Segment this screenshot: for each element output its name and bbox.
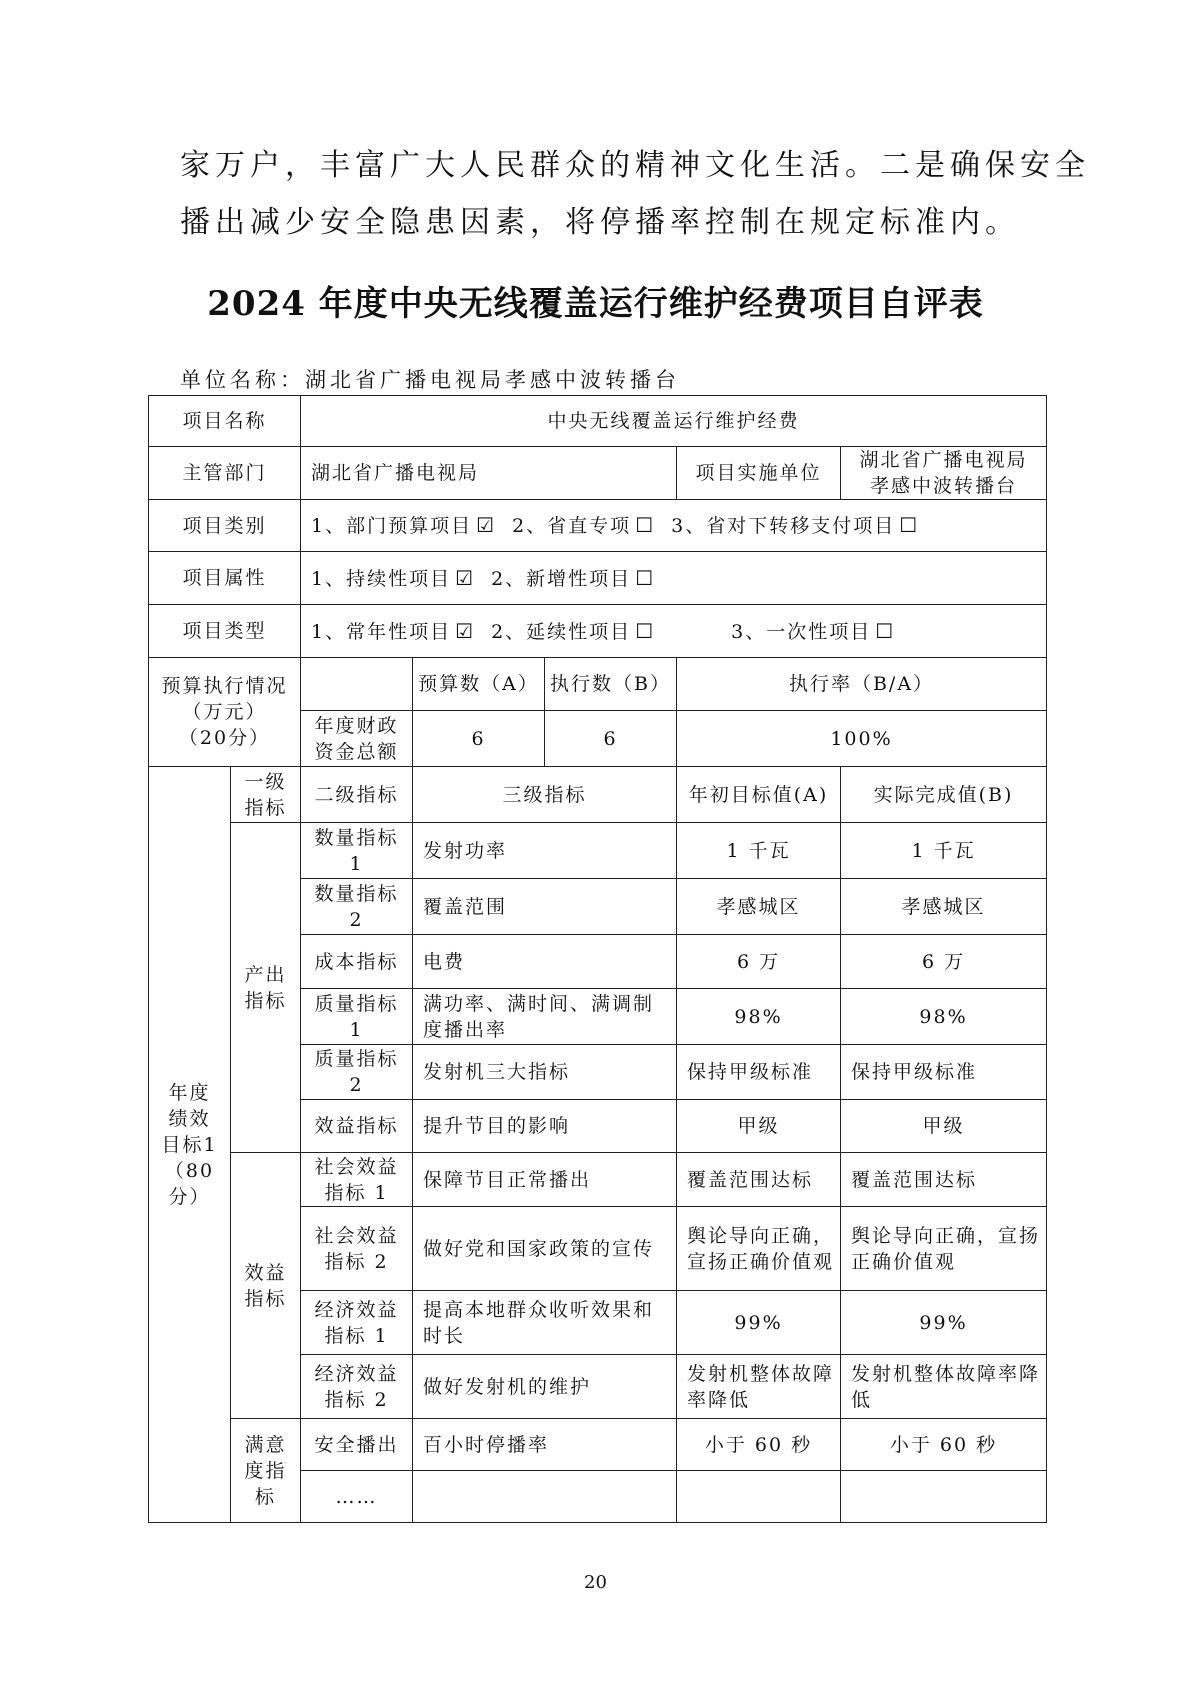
table-row: [149, 500, 1047, 552]
actual-cell: 覆盖范围达标: [841, 1153, 1047, 1207]
level3-cell: 保障节目正常播出: [413, 1153, 677, 1207]
header-level3: 三级指标: [413, 767, 677, 823]
actual-cell: 小于 60 秒: [841, 1419, 1047, 1471]
group-benefit-line-1: 效益: [244, 1261, 287, 1284]
attribute-option-2: 2、新增性项目: [491, 567, 632, 590]
project-name-value: 中央无线覆盖运行维护经费: [301, 396, 1047, 447]
level2-text-2: 1: [349, 852, 364, 875]
level2-text-2: 指标 1: [324, 1324, 389, 1347]
target-cell: 孝感城区: [677, 879, 841, 935]
budget-col-rate: 执行率（B/A）: [677, 658, 1047, 711]
level2-text: 经济效益: [314, 1298, 399, 1321]
group-satisfaction-line-3: 标: [255, 1485, 277, 1508]
paragraph-line-2: 播出减少安全隐患因素，将停播率控制在规定标准内。: [180, 205, 1020, 240]
level2-text: 质量指标: [314, 1048, 399, 1070]
level2-cell: 效益指标: [301, 1100, 413, 1153]
actual-cell: 甲级: [841, 1100, 1047, 1153]
type-label: 项目类型: [149, 605, 301, 658]
checkbox-checked-icon: ☑: [455, 618, 476, 643]
budget-b-value: 6: [545, 711, 677, 767]
level2-text-2: 指标 1: [324, 1181, 389, 1204]
table-row: [149, 658, 1047, 711]
level3-cell: 覆盖范围: [413, 879, 677, 935]
attribute-label: 项目属性: [149, 552, 301, 605]
level2-cell: [301, 1355, 413, 1419]
checkbox-checked-icon: ☑: [476, 513, 497, 537]
target-cell: 99%: [677, 1291, 841, 1355]
paragraph-line-1: 家万户，丰富广大人民群众的精神文化生活。二是确保安全: [180, 148, 1090, 183]
table-row: [149, 823, 1047, 879]
type-option-2: 2、延续性项目: [491, 620, 632, 643]
budget-row-label: [301, 711, 413, 767]
impl-label: 项目实施单位: [677, 447, 841, 500]
level2-cell: 安全播出: [301, 1419, 413, 1471]
level3-cell: 提高本地群众收听效果和时长: [413, 1291, 677, 1355]
page-number: 20: [584, 1572, 607, 1593]
type-option-1: 1、常年性项目: [311, 620, 452, 643]
level3-cell: 百小时停播率: [413, 1419, 677, 1471]
budget-col-b: 执行数（B）: [545, 658, 677, 711]
level2-cell: [301, 1291, 413, 1355]
target-cell: 甲级: [677, 1100, 841, 1153]
budget-row-label-line-1: 年度财政: [314, 714, 399, 737]
actual-cell: 孝感城区: [841, 879, 1047, 935]
group-benefit: [231, 1153, 301, 1419]
attribute-option-1: 1、持续性项目: [311, 567, 452, 590]
level3-cell: [413, 1471, 677, 1523]
budget-rate-value: 100%: [677, 711, 1047, 767]
level2-cell: 成本指标: [301, 935, 413, 989]
actual-cell: [841, 1471, 1047, 1523]
category-option-1: 1、部门预算项目: [311, 515, 473, 537]
level2-cell: [301, 1045, 413, 1100]
table-row: [149, 767, 1047, 823]
checkbox-empty-icon: ☐: [635, 565, 656, 590]
header-target: 年初目标值(A): [677, 767, 841, 823]
group-output-line-2: 指标: [244, 989, 287, 1012]
level2-text: 数量指标: [314, 882, 399, 905]
table-row: [149, 1419, 1047, 1471]
header-level2: 二级指标: [301, 767, 413, 823]
level3-cell: 提升节目的影响: [413, 1100, 677, 1153]
budget-label-line-2: （万元）: [182, 701, 267, 723]
actual-cell: 保持甲级标准: [841, 1045, 1047, 1100]
level2-cell: [301, 1153, 413, 1207]
actual-cell: 1 千瓦: [841, 823, 1047, 879]
level2-text-2: 2: [349, 908, 364, 931]
impl-value-line-2: 孝感中波转播台: [870, 475, 1018, 497]
level2-text: 社会效益: [314, 1155, 399, 1178]
target-cell: 98%: [677, 989, 841, 1045]
level3-cell: 发射机三大指标: [413, 1045, 677, 1100]
table-row: [149, 396, 1047, 447]
actual-cell: 98%: [841, 989, 1047, 1045]
perf-side-line-1: 年度: [168, 1081, 211, 1104]
category-option-2: 2、省直专项: [512, 515, 632, 537]
target-cell: 6 万: [677, 935, 841, 989]
checkbox-checked-icon: ☑: [455, 565, 476, 590]
target-cell: 发射机整体故障率降低: [677, 1355, 841, 1419]
budget-a-value: 6: [413, 711, 545, 767]
actual-cell: 发射机整体故障率降低: [841, 1355, 1047, 1419]
header-actual: 实际完成值(B): [841, 767, 1047, 823]
level2-text-2: 指标 2: [324, 1388, 389, 1411]
category-label: 项目类别: [149, 500, 301, 552]
level2-cell: [301, 1207, 413, 1291]
budget-empty-cell: [301, 658, 413, 711]
level2-text-2: 1: [349, 1018, 364, 1041]
checkbox-empty-icon: ☐: [635, 618, 656, 643]
level3-cell: 做好发射机的维护: [413, 1355, 677, 1419]
table-row: [149, 605, 1047, 658]
unit-name: 单位名称：湖北省广播电视局孝感中波转播台: [180, 368, 680, 392]
actual-cell: 舆论导向正确，宣扬正确价值观: [841, 1207, 1047, 1291]
self-evaluation-table: [148, 395, 1047, 1523]
level2-cell: ……: [301, 1471, 413, 1523]
perf-side-line-4: （80: [164, 1159, 215, 1182]
budget-col-a: 预算数（A）: [413, 658, 545, 711]
level2-text: 经济效益: [314, 1362, 399, 1385]
level3-cell: 做好党和国家政策的宣传: [413, 1207, 677, 1291]
level2-cell: [301, 879, 413, 935]
group-output-line-1: 产出: [244, 963, 287, 986]
project-name-label: 项目名称: [149, 396, 301, 447]
group-satisfaction-line-2: 度指: [244, 1459, 287, 1482]
group-benefit-line-2: 指标: [244, 1287, 287, 1310]
target-cell: 舆论导向正确，宣扬正确价值观: [677, 1207, 841, 1291]
type-option-3: 3、一次性项目: [731, 620, 872, 643]
impl-value-line-1: 湖北省广播电视局: [859, 449, 1028, 471]
level2-cell: [301, 989, 413, 1045]
level2-text: 数量指标: [314, 826, 399, 849]
target-cell: 小于 60 秒: [677, 1419, 841, 1471]
attribute-options: [301, 552, 1047, 605]
target-cell: 1 千瓦: [677, 823, 841, 879]
category-options: [301, 500, 1047, 552]
checkbox-empty-icon: ☐: [899, 513, 920, 537]
level3-cell: 电费: [413, 935, 677, 989]
checkbox-empty-icon: ☐: [875, 618, 896, 643]
impl-value: [841, 447, 1047, 500]
page-title: 2024 年度中央无线覆盖运行维护经费项目自评表: [207, 284, 984, 324]
level3-cell: 发射功率: [413, 823, 677, 879]
level2-cell: [301, 823, 413, 879]
target-cell: 覆盖范围达标: [677, 1153, 841, 1207]
perf-side-label: [149, 767, 231, 1523]
perf-side-line-2: 绩效: [168, 1107, 211, 1130]
group-satisfaction: [231, 1419, 301, 1523]
actual-cell: 99%: [841, 1291, 1047, 1355]
budget-row-label-line-2: 资金总额: [314, 740, 399, 763]
level2-text: 社会效益: [314, 1224, 399, 1247]
group-satisfaction-line-1: 满意: [244, 1433, 287, 1456]
checkbox-empty-icon: ☐: [635, 513, 656, 537]
level2-text: 质量指标: [314, 992, 399, 1015]
budget-label-line-3: （20分）: [178, 727, 271, 749]
actual-cell: 6 万: [841, 935, 1047, 989]
group-output: [231, 823, 301, 1153]
category-option-3: 3、省对下转移支付项目: [671, 515, 896, 537]
level3-cell: 满功率、满时间、满调制度播出率: [413, 989, 677, 1045]
header-level1-line-1: 一级: [244, 770, 287, 793]
header-level1: [231, 767, 301, 823]
budget-label-line-1: 预算执行情况: [161, 675, 288, 697]
level2-text-2: 指标 2: [324, 1250, 389, 1273]
budget-label: [149, 658, 301, 767]
header-level1-line-2: 指标: [244, 796, 287, 819]
perf-side-line-3: 目标1: [161, 1133, 218, 1156]
level2-text-2: 2: [349, 1074, 364, 1096]
target-cell: [677, 1471, 841, 1523]
type-options: [301, 605, 1047, 658]
perf-side-line-5: 分）: [168, 1185, 211, 1208]
dept-label: 主管部门: [149, 447, 301, 500]
table-row: [149, 447, 1047, 500]
table-row: [149, 552, 1047, 605]
target-cell: 保持甲级标准: [677, 1045, 841, 1100]
dept-value: 湖北省广播电视局: [301, 447, 677, 500]
table-row: [149, 1153, 1047, 1207]
